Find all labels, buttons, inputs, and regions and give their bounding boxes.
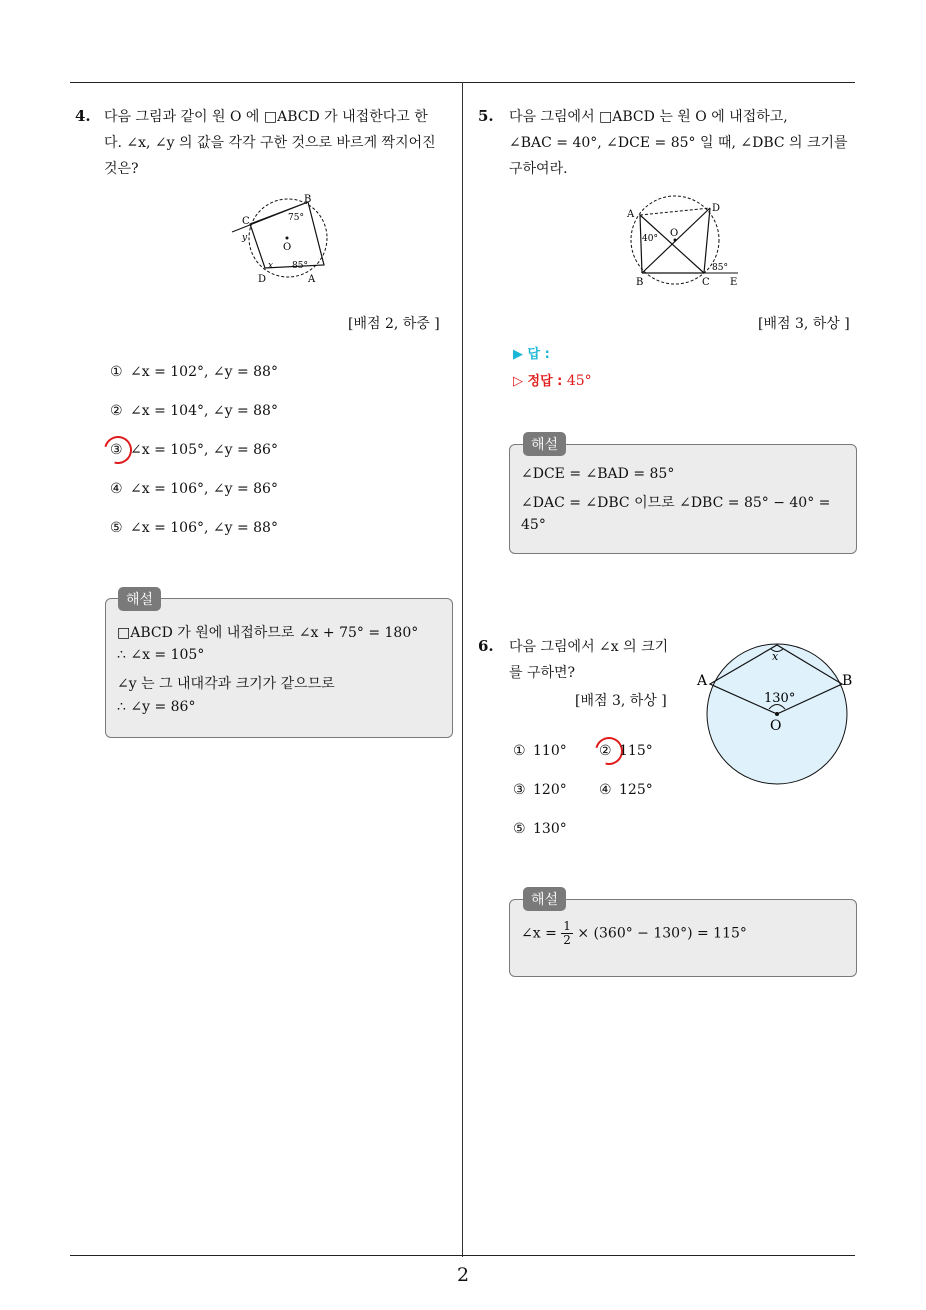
q6-score: [배점 3, 하상 ] — [575, 693, 667, 709]
q6-option-1[interactable] — [513, 743, 567, 759]
q5-text — [509, 104, 859, 182]
q4-text-line: 다. ∠x, ∠y 의 값을 각각 구한 것으로 바르게 짝지어진 — [104, 135, 436, 151]
q4-explanation-line: ∴ ∠y = 86° — [117, 699, 196, 715]
q4-option-4[interactable] — [110, 481, 278, 497]
q6-option-2[interactable] — [599, 743, 653, 759]
q6-option-3[interactable] — [513, 782, 567, 798]
q4-score: [배점 2, 하중 ] — [348, 316, 440, 332]
q5-explanation-tab: 해설 — [523, 432, 566, 456]
q5-figure — [622, 193, 746, 289]
q6-option-text: 115° — [619, 743, 653, 759]
q5-number: 5. — [478, 107, 494, 125]
q6-option-text: 125° — [619, 782, 653, 798]
q6-figure — [692, 636, 858, 788]
q4-label-x: x — [268, 261, 274, 271]
q4-label-a: A — [308, 274, 316, 285]
q4-option-mark: ⑤ — [110, 520, 123, 536]
q4-label-y: y — [242, 233, 248, 243]
q6-formula-fraction — [561, 920, 573, 947]
q5-label-a: A — [627, 209, 635, 220]
q4-option-mark: ① — [110, 364, 123, 380]
q4-label-c: C — [242, 216, 250, 227]
q5-correct-value: 45° — [566, 373, 592, 389]
q5-correct-label: ▷ 정답 : — [513, 374, 563, 389]
bottom-rule — [70, 1255, 855, 1256]
q5-label-e: E — [730, 277, 738, 288]
q5-side-cd — [704, 208, 710, 273]
q5-label-b: B — [636, 277, 644, 288]
page-number: 2 — [456, 1264, 470, 1286]
q4-explanation-tab: 해설 — [118, 587, 161, 611]
q4-option-2[interactable] — [110, 403, 278, 419]
q4-text — [104, 104, 460, 182]
q4-label-85: 85° — [292, 261, 308, 271]
q4-option-mark: ② — [110, 403, 123, 419]
q5-label-d: D — [712, 203, 721, 214]
q4-option-text: ∠x = 102°, ∠y = 88° — [130, 364, 278, 380]
q4-option-text: ∠x = 106°, ∠y = 86° — [130, 481, 278, 497]
q6-label-o: O — [770, 718, 782, 734]
q5-side-ab — [640, 215, 642, 273]
q6-text — [509, 634, 699, 686]
q4-explanation-line: ∠y 는 그 내대각과 크기가 같으므로 — [117, 676, 335, 692]
q4-option-1[interactable] — [110, 364, 278, 380]
q6-explanation-formula — [521, 920, 747, 947]
q4-option-mark: ③ — [110, 442, 123, 458]
q6-fraction-denominator: 2 — [563, 933, 571, 947]
q6-option-mark: ⑤ — [513, 821, 526, 837]
q6-formula-prefix: ∠x = — [521, 925, 557, 942]
column-divider — [462, 82, 463, 1257]
q4-text-line: 것은? — [104, 161, 139, 177]
q6-option-5[interactable] — [513, 821, 567, 837]
q6-option-4[interactable] — [599, 782, 653, 798]
q6-text-line: 다음 그림에서 ∠x 의 크기 — [509, 639, 669, 655]
q6-option-mark: ③ — [513, 782, 526, 798]
q5-text-line: ∠BAC = 40°, ∠DCE = 85° 일 때, ∠DBC 의 크기를 — [509, 135, 848, 151]
q5-score: [배점 3, 하상 ] — [758, 316, 850, 332]
q6-label-b: B — [842, 673, 853, 689]
q6-label-x: x — [772, 650, 779, 663]
q4-figure — [228, 188, 338, 288]
q4-option-text: ∠x = 104°, ∠y = 88° — [130, 403, 278, 419]
q6-number: 6. — [478, 637, 494, 655]
q4-number: 4. — [75, 107, 91, 125]
q5-text-line: 구하여라. — [509, 161, 568, 177]
q4-quadrilateral — [250, 202, 324, 268]
q4-explanation-line: ∴ ∠x = 105° — [117, 647, 205, 663]
q5-label-85: 85° — [712, 263, 728, 273]
q4-label-d: D — [258, 274, 267, 285]
q4-option-text: ∠x = 105°, ∠y = 86° — [130, 442, 278, 458]
q5-label-40: 40° — [642, 234, 658, 244]
q5-correct-answer — [513, 370, 592, 389]
q6-label-130: 130° — [764, 691, 796, 706]
q5-text-line: 다음 그림에서 □ABCD 는 원 O 에 내접하고, — [509, 109, 788, 125]
q5-label-o: O — [670, 228, 679, 239]
q6-option-text: 110° — [533, 743, 567, 759]
q6-option-mark: ② — [599, 743, 612, 759]
q4-text-line: 다음 그림과 같이 원 O 에 □ABCD 가 내접한다고 한 — [104, 109, 428, 125]
q4-center-dot — [286, 237, 289, 240]
q6-option-mark: ④ — [599, 782, 612, 798]
q4-explanation-box — [105, 598, 453, 738]
q4-option-3[interactable] — [110, 442, 278, 458]
q6-explanation-tab: 해설 — [523, 887, 566, 911]
q4-explanation-line: □ABCD 가 원에 내접하므로 ∠x + 75° = 180° — [117, 625, 419, 641]
q6-option-mark: ① — [513, 743, 526, 759]
q6-option-text: 130° — [533, 821, 567, 837]
q6-option-text: 120° — [533, 782, 567, 798]
q5-label-c: C — [702, 277, 710, 288]
q5-side-ad — [640, 208, 710, 215]
q6-formula-suffix: × (360° − 130°) = 115° — [577, 925, 747, 942]
q5-explanation-line: ∠DCE = ∠BAD = 85° — [521, 466, 675, 482]
q4-label-o: O — [283, 242, 292, 253]
q4-label-b: B — [304, 194, 312, 205]
q6-center-dot — [775, 712, 779, 716]
q6-fraction-numerator: 1 — [563, 919, 571, 933]
q4-option-text: ∠x = 106°, ∠y = 88° — [130, 520, 278, 536]
q5-answer-label: ▶ 답 : — [513, 347, 550, 362]
q6-label-a: A — [697, 673, 708, 689]
q4-option-mark: ④ — [110, 481, 123, 497]
q6-text-line: 를 구하면? — [509, 665, 576, 681]
q4-label-75: 75° — [288, 213, 304, 223]
q4-option-5[interactable] — [110, 520, 278, 536]
q5-explanation-line: 45° — [521, 517, 546, 533]
q5-explanation-line: ∠DAC = ∠DBC 이므로 ∠DBC = 85° − 40° = — [521, 495, 831, 511]
